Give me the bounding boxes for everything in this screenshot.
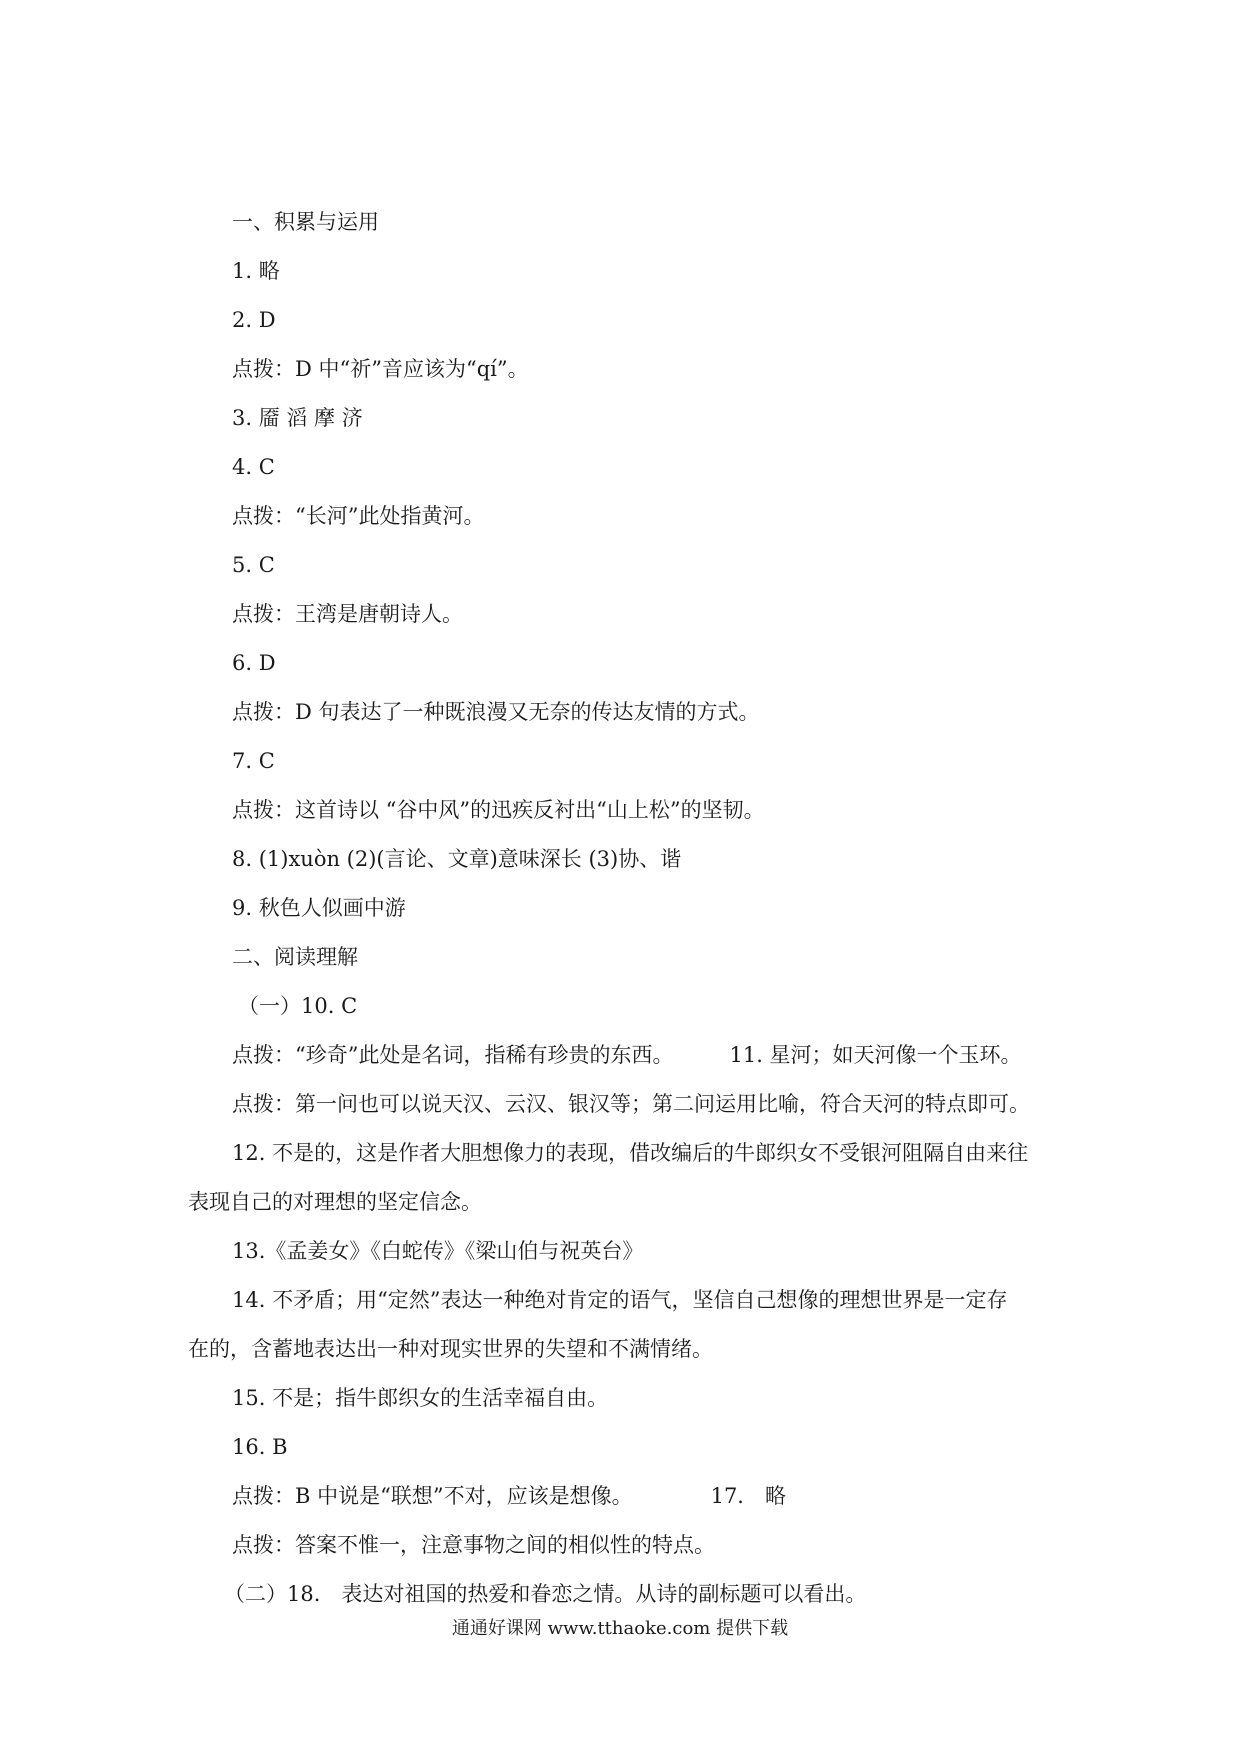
hint-2: 点拨：D 中“祈”音应该为“qí”。 [232, 357, 529, 381]
hint-10: 点拨：“珍奇”此处是名词，指稀有珍贵的东西。 [232, 1043, 674, 1067]
download-footer: 通通好课网 www.tthaoke.com 提供下载 [451, 1618, 789, 1639]
answer-11: 11. 星河；如天河像一个玉环。 [729, 1043, 1022, 1067]
hint-6: 点拨：D 句表达了一种既浪漫又无奈的传达友情的方式。 [232, 700, 760, 724]
answer-15: 15. 不是；指牛郎织女的生活幸福自由。 [232, 1386, 609, 1410]
answer-17: 17. 略 [710, 1484, 786, 1508]
section-title-reading: 二、阅读理解 [232, 945, 358, 969]
hint-5: 点拨：王湾是唐朝诗人。 [232, 602, 463, 626]
hint-17: 点拨：答案不惟一，注意事物之间的相似性的特点。 [232, 1533, 715, 1557]
hint-16: 点拨：B 中说是“联想”不对，应该是想像。 [232, 1484, 633, 1508]
answer-4: 4. C [232, 455, 275, 479]
answer-13: 13.《孟姜女》《白蛇传》《梁山伯与祝英台》 [232, 1239, 644, 1263]
answer-18: （二）18. 表达对祖国的热爱和眷恋之情。从诗的副标题可以看出。 [224, 1582, 867, 1606]
hint-16-row [232, 1481, 786, 1511]
answer-14-line-2: 在的，含蓄地表达出一种对现实世界的失望和不满情绪。 [188, 1337, 713, 1361]
answer-1: 1. 略 [232, 259, 280, 283]
answer-10: （一）10. C [238, 994, 358, 1018]
answer-9: 9. 秋色人似画中游 [232, 896, 406, 920]
section-title-accumulation: 一、积累与运用 [232, 210, 379, 234]
answer-6: 6. D [232, 651, 276, 675]
answer-7: 7. C [232, 749, 275, 773]
hint-11: 点拨：第一问也可以说天汉、云汉、银汉等；第二问运用比喻，符合天河的特点即可。 [232, 1092, 1030, 1116]
answer-3: 3. 靥 滔 摩 济 [232, 406, 363, 430]
hint-7: 点拨：这首诗以 “谷中风”的迅疾反衬出“山上松”的坚韧。 [232, 798, 765, 822]
answer-8: 8. (1)xuòn (2)(言论、文章)意味深长 (3)协、谐 [232, 847, 682, 871]
hint-10-row [232, 1040, 1022, 1070]
answer-5: 5. C [232, 553, 275, 577]
answer-14-line-1: 14. 不矛盾；用“定然”表达一种绝对肯定的语气，坚信自己想像的理想世界是一定存 [232, 1288, 1008, 1312]
answer-12-line-1: 12. 不是的，这是作者大胆想像力的表现，借改编后的牛郎织女不受银河阻隔自由来往 [232, 1141, 1029, 1165]
answer-2: 2. D [232, 308, 276, 332]
answer-12-line-2: 表现自己的对理想的坚定信念。 [188, 1190, 482, 1214]
answer-16: 16. B [232, 1435, 288, 1459]
hint-4: 点拨：“长河”此处指黄河。 [232, 504, 485, 528]
